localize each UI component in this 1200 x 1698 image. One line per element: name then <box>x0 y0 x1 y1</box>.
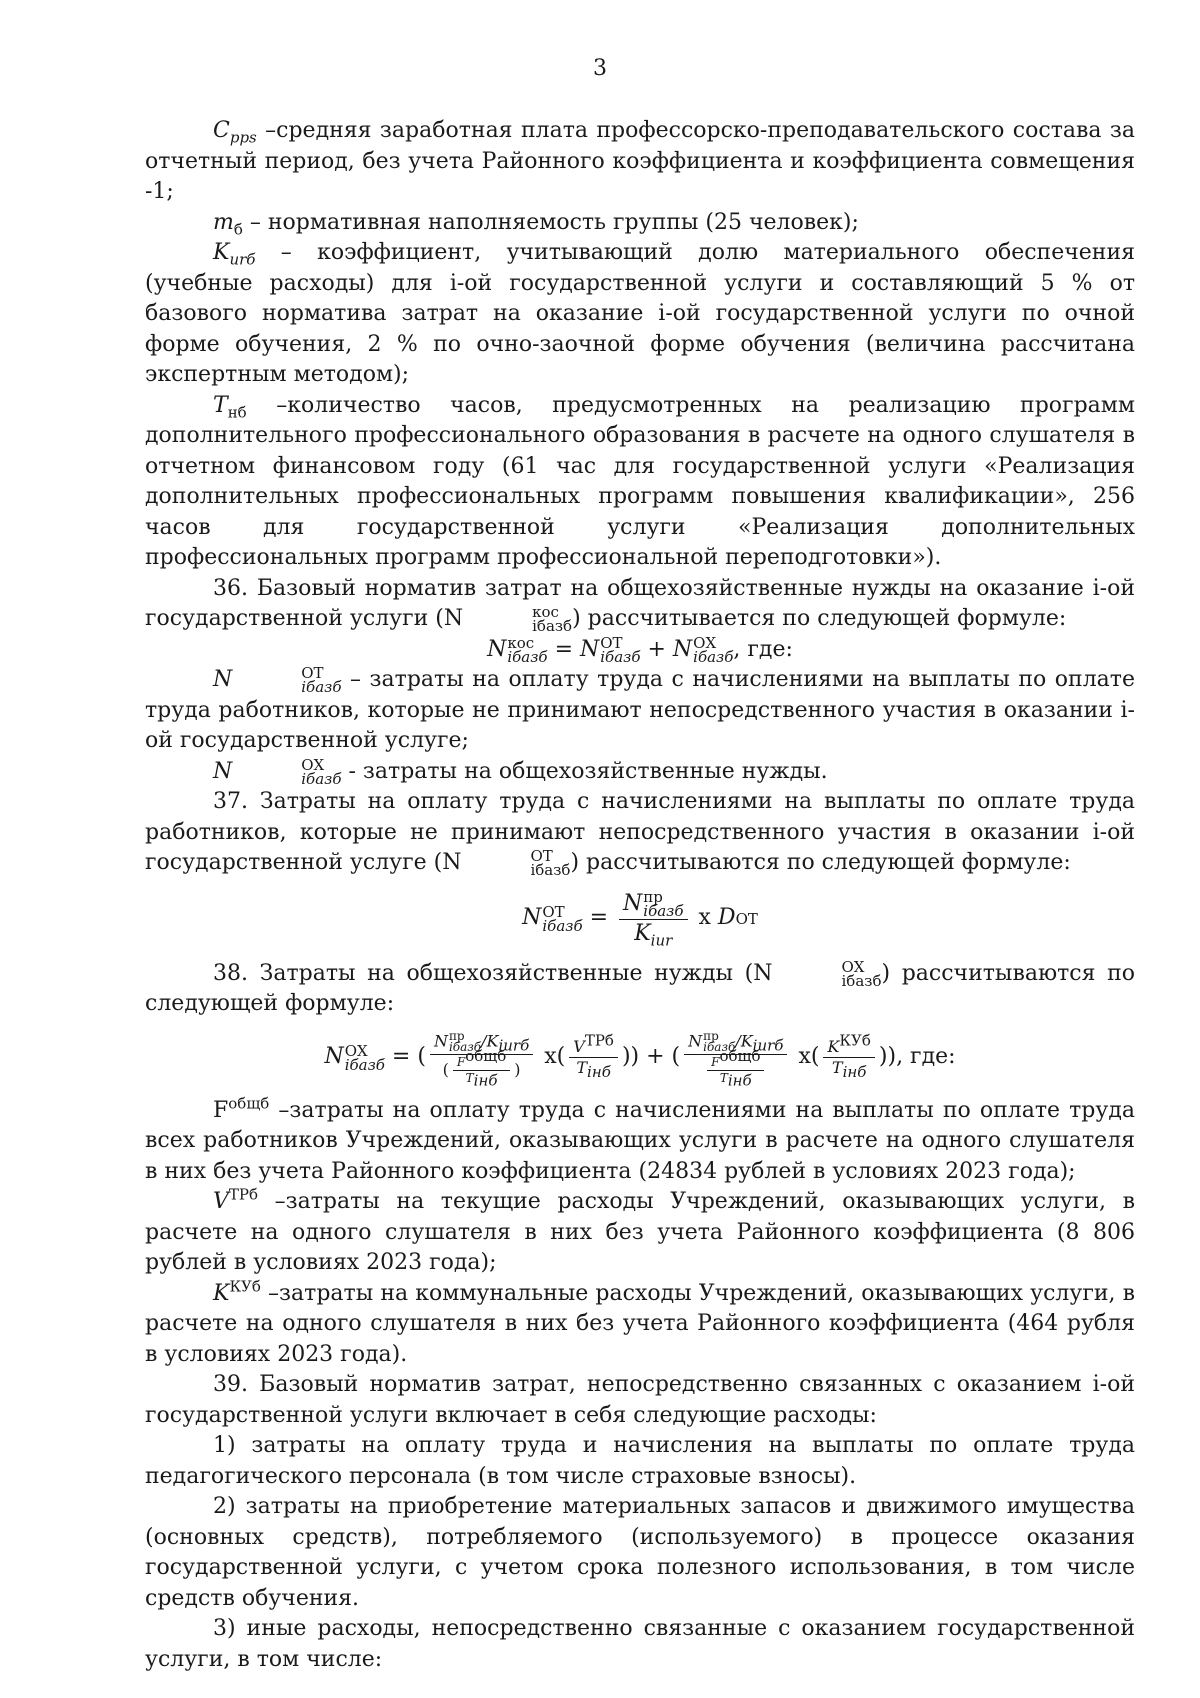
subscript: iurб <box>498 1036 530 1055</box>
subscript: iurб <box>752 1036 784 1055</box>
sup-sub <box>233 666 341 694</box>
sup-sub <box>693 633 734 666</box>
fraction <box>823 1031 874 1082</box>
subscript: iбазб <box>693 647 734 666</box>
paragraph-kur <box>145 238 1135 391</box>
superscript: ОХ <box>344 1041 368 1060</box>
list-item-2: 2) затраты на приобретение материальных запасов и движимого имущества (основных средств), потребляемого (используемого) в процессе оказания государственной услуги, с учетом срока полезного использования, в том числе средств обучения. <box>145 1494 1135 1611</box>
subscript: iбазб <box>643 902 684 920</box>
equals-sign: = ( <box>384 1044 426 1070</box>
numerator: N пр iбазб $/K_{iurб}$ <box>430 1031 533 1055</box>
superscript: ТРб <box>228 1185 259 1204</box>
paragraph-text: – затраты на оплату труда с начислениями на выплаты по оплате труда работников, которые не принимают непосредственного участия в оказании i-ой государственной услуге; <box>145 667 1135 753</box>
denominator: $T_{iнб}$ <box>576 1058 611 1082</box>
subscript: iбазб <box>703 1039 736 1054</box>
paragraph-text: ) рассчитываются по следующей формуле: <box>570 850 1071 875</box>
paragraph-nox <box>145 757 1135 788</box>
equals-sign: = <box>547 636 580 662</box>
superscript: общб <box>719 1046 761 1065</box>
subscript: iнб <box>473 1070 498 1089</box>
paragraph-37 <box>145 787 1135 879</box>
paragraph-text: 37. Затраты на оплату труда с начислениями на выплаты по оплате труда работников, которые не принимают непосредственного участия в оказании i-ой государственной услуге (N <box>145 789 1135 875</box>
paragraph-36 <box>145 574 1135 635</box>
superscript: ОХ <box>693 633 717 652</box>
subscript: iбазб <box>841 971 882 990</box>
symbol: K <box>634 921 651 946</box>
superscript: общб <box>228 1094 270 1113</box>
numerator: N пр iбазб <box>619 890 687 920</box>
equals-sign: = <box>582 905 616 931</box>
paragraph-text: 38. Затраты на общехозяйственные нужды (N <box>213 960 773 986</box>
fraction <box>619 888 687 950</box>
denominator: $T_{iнб}$ <box>719 1070 752 1089</box>
denominator <box>619 920 687 950</box>
numerator: $F^{общб}$ <box>707 1056 764 1071</box>
subscript: б <box>233 219 243 238</box>
superscript: кос <box>532 603 559 621</box>
paragraph-text: –затраты на текущие расходы Учреждений, оказывающих услуги, в расчете на одного слушателя в них без учета Районного коэффициента (8 806 рублей в условиях 2023 года); <box>145 1189 1135 1275</box>
subscript: iнб <box>727 1070 752 1089</box>
symbol-n: N <box>487 636 507 662</box>
multiply-sign: x <box>691 905 718 931</box>
superscript: пр <box>703 1028 719 1043</box>
sup-sub <box>233 755 342 788</box>
denominator: $T_{iнб}$ <box>831 1058 867 1082</box>
paragraph-kku <box>145 1279 1135 1371</box>
superscript: ОТ <box>542 902 565 921</box>
formula-ot: N ОТ iбазб = N пр iбазб $K_{iur}$ x D ОТ <box>522 888 758 950</box>
numerator: $K^{КУб}$ <box>823 1038 874 1058</box>
fraction <box>569 1031 618 1082</box>
fraction <box>453 1046 510 1089</box>
fraction <box>684 1028 787 1089</box>
symbol-n: N <box>213 758 233 784</box>
paragraph-text: –затраты на оплату труда с начислениями на выплаты по оплате труда всех работников Учреждений, оказывающих услуги в расчете на одного слушателя в них без учета Районного коэффициента (24834 рублей в условиях 2023 года); <box>145 1097 1135 1184</box>
fraction <box>707 1046 764 1089</box>
sup-sub <box>542 902 583 935</box>
symbol-n: N <box>324 1044 344 1070</box>
subscript: iбазб <box>507 647 548 666</box>
paragraph-text: ) рассчитываются по следующей формуле: <box>145 960 1136 1016</box>
formula-ox: N ОХ iбазб = ( N пр iбазб $/K_{iurб}$ ( $\frac{F^{общб}}{T_{iнб}}$ ) x ( $\frac{V^{ТРб}}{T_{iнб}}$ )) + ( N пр iбазб $/K_{iurб}$ $\frac{F^{общб}}{T_{iнб}}$ x ( $\frac{K^{КУб}}{T_{iнб}}$ )), где: <box>324 1028 956 1089</box>
paragraph-text: – нормативная наполняемость группы (25 человек); <box>242 209 859 235</box>
symbol-n: N <box>580 636 600 662</box>
multiply-sign: x <box>791 1044 811 1070</box>
subscript: pps <box>229 128 257 147</box>
sup-sub <box>344 1041 385 1074</box>
paragraph-fobsh <box>145 1096 1135 1188</box>
numerator: $V^{ТРб}$ <box>569 1038 618 1058</box>
paragraph-text: –количество часов, предусмотренных на реализацию программ дополнительного профессионального образования в расчете на одного слушателя в отчетном финансовом году (61 час для государственной услуги «Реализация дополнительных профессиональных программ повышения квалификации», 256 часов для государственной услуги «Реализация дополнительных профессиональных программ профессиональной переподготовки»). <box>145 392 1135 570</box>
subscript: iбазб <box>301 678 342 696</box>
superscript: ОТ <box>301 664 324 682</box>
page-number: 3 <box>593 56 607 81</box>
subscript: нб <box>227 402 247 421</box>
symbol-n: N <box>522 905 542 931</box>
numerator: $F^{общб}$ <box>453 1056 510 1071</box>
subscript: iбазб <box>448 1039 482 1054</box>
symbol: K <box>213 240 230 265</box>
superscript: пр <box>448 1028 465 1043</box>
subscript: iur <box>650 931 673 950</box>
subscript: iбазб <box>301 769 342 788</box>
superscript: кос <box>507 633 535 652</box>
bracket-text: )), где: <box>878 1044 956 1070</box>
paragraph-cpps <box>145 116 1135 208</box>
symbol: C <box>213 118 230 143</box>
superscript: ОТ <box>600 633 623 652</box>
superscript: ТРб <box>584 1031 614 1050</box>
symbol: V <box>213 1189 229 1214</box>
subscript: iнб <box>587 1063 611 1082</box>
formula-kos <box>145 635 1135 666</box>
paragraph-39: 39. Базовый норматив затрат, непосредственно связанных с оказанием i-ой государственной услуги включает в себя следующие расходы: <box>145 1372 1135 1428</box>
bracket-text: )) + ( <box>621 1044 681 1070</box>
sup-sub <box>774 957 882 990</box>
denominator: ( $\frac{F^{общб}}{T_{iнб}}$ ) <box>442 1046 521 1089</box>
subscript: iбазб <box>532 617 573 635</box>
sup-sub <box>600 633 641 666</box>
sup-sub <box>507 633 548 666</box>
paragraph-text: –затраты на коммунальные расходы Учреждений, оказывающих услуги, в расчете на одного слушателя в них без учета Районного коэффициента (464 рубля в условиях 2023 года). <box>145 1280 1135 1367</box>
list-item-3: 3) иные расходы, непосредственно связанные с оказанием государственной услуги, в том числе: <box>145 1616 1135 1672</box>
paragraph-text: –средняя заработная плата профессорско-преподавательского состава за отчетный период, без учета Районного коэффициента и коэффициента совмещения -1; <box>145 118 1135 204</box>
subscript: iбазб <box>530 861 571 879</box>
numerator: N пр iбазб $/K_{iurб}$ <box>684 1031 787 1055</box>
subscript: iбазб <box>344 1055 385 1074</box>
document-body <box>145 116 1135 1675</box>
superscript: КУб <box>229 1277 261 1296</box>
fraction <box>430 1028 533 1089</box>
superscript: пр <box>643 888 663 906</box>
symbol: D <box>717 905 736 931</box>
sup-sub <box>464 605 572 633</box>
symbol: m <box>213 209 234 235</box>
subscript: urб <box>229 250 256 269</box>
symbol: K <box>213 1280 230 1306</box>
superscript: общб <box>465 1046 507 1065</box>
list-item-1: 1) затраты на оплату труда и начисления на выплаты по оплате труда педагогического персонала (в том числе страховые взносы). <box>145 1433 1135 1489</box>
superscript: ОТ <box>530 847 553 865</box>
paragraph-text: 36. Базовый норматив затрат на общехозяйственные нужды на оказание i-ой государственной услуги (N <box>145 575 1135 631</box>
paragraph-text: - затраты на общехозяйственные нужды. <box>341 758 828 784</box>
symbol-n: N <box>213 667 233 692</box>
sup-sub <box>462 849 570 877</box>
paragraph-text: ) рассчитывается по следующей формуле: <box>572 606 1067 631</box>
symbol: T <box>213 392 228 418</box>
paragraph-38 <box>145 959 1135 1020</box>
subscript: iбазб <box>600 647 641 666</box>
denominator: $T_{iнб}$ <box>465 1070 498 1089</box>
paragraph-m <box>145 208 1135 239</box>
superscript: ОХ <box>841 957 865 976</box>
subscript: iбазб <box>542 916 583 935</box>
multiply-sign: x <box>537 1044 557 1070</box>
paragraph-tn <box>145 391 1135 574</box>
symbol-n: N <box>672 636 693 662</box>
plus-sign: + <box>640 636 673 662</box>
superscript: ОХ <box>301 755 325 774</box>
subscript: iнб <box>842 1063 867 1082</box>
paragraph-vtr <box>145 1187 1135 1279</box>
superscript: КУб <box>839 1031 871 1050</box>
paragraph-text: – коэффициент, учитывающий долю материального обеспечения (учебные расходы) для i-ой государственной услуги и составляющий 5 % от базового норматива затрат на оказание i-ой государственной услуги по очной форме обучения, 2 % по очно-заочной форме обучения (величина рассчитана экспертным методом); <box>145 240 1135 387</box>
formula-tail: , где: <box>733 636 793 662</box>
symbol-f: F <box>213 1097 229 1123</box>
paragraph-not <box>145 665 1135 757</box>
